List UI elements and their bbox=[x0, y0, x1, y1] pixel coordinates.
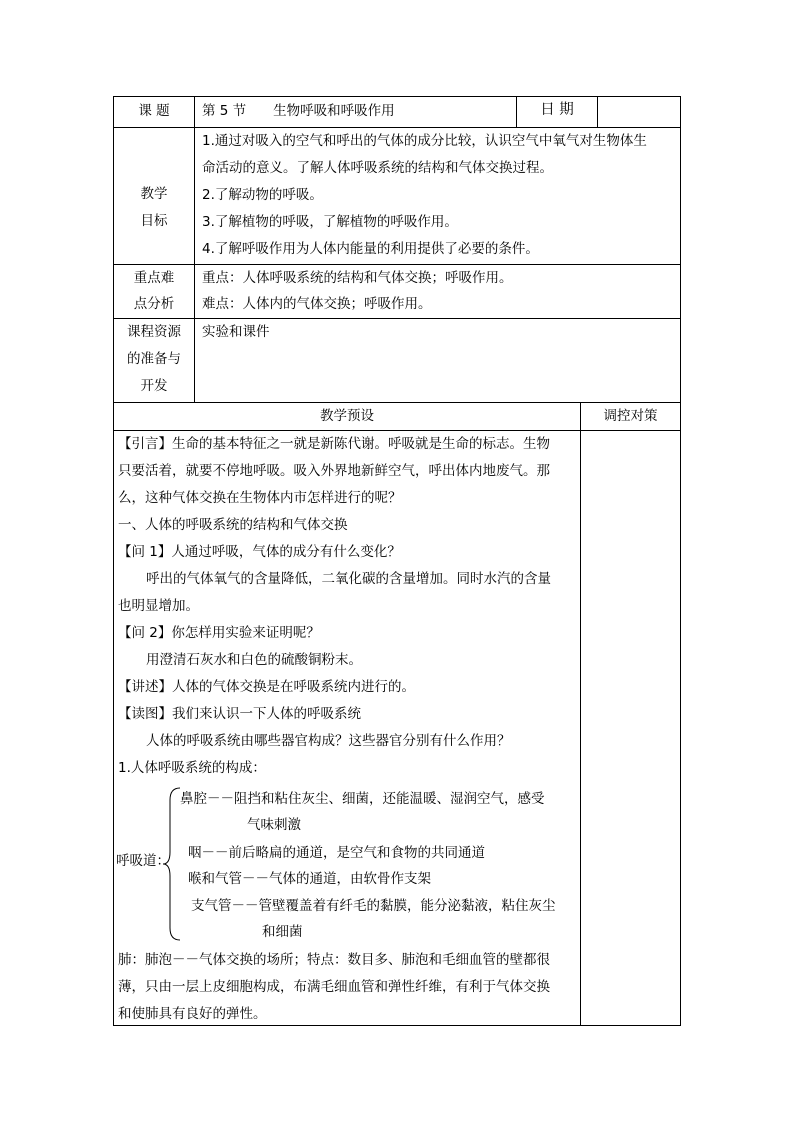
plan-line: 一、人体的呼吸系统的结构和气体交换 bbox=[118, 517, 348, 533]
plan-line: 么，这种气体交换在生物体内市怎样进行的呢？ bbox=[118, 490, 402, 506]
objective-line: 命活动的意义。了解人体呼吸系统的结构和气体交换过程。 bbox=[202, 160, 553, 176]
keypoints-label-line1: 重点难 bbox=[133, 270, 175, 286]
objective-line: 2.了解动物的呼吸。 bbox=[202, 187, 323, 203]
plan-line: 只要活着，就要不停地呼吸。吸入外界地新鲜空气，呼出体内地废气。那 bbox=[118, 463, 550, 479]
plan-line: 【读图】我们来认识一下人体的呼吸系统 bbox=[118, 706, 361, 722]
lungs-line: 肺：肺泡－－气体交换的场所；特点：数目多、肺泡和毛细血管的壁都很 bbox=[118, 952, 550, 968]
lungs-line: 和使肺具有良好的弹性。 bbox=[118, 1006, 267, 1022]
plan-line: 1.人体呼吸系统的构成： bbox=[118, 760, 266, 776]
plan-line: 用澄清石灰水和白色的硫酸铜粉末。 bbox=[146, 652, 362, 668]
topic-value: 第 5 节 生物呼吸和呼吸作用 bbox=[202, 103, 395, 119]
airway-item: 气味刺激 bbox=[247, 817, 301, 833]
objective-line: 1.通过对吸入的空气和呼出的气体的成分比较，认识空气中氧气对生物体生 bbox=[202, 133, 647, 149]
focus-text: 重点：人体呼吸系统的结构和气体交换；呼吸作用。 bbox=[202, 270, 513, 286]
airway-item: 鼻腔－－阻挡和粘住灰尘、细菌，还能温暖、湿润空气，感受 bbox=[180, 791, 545, 807]
date-label: 日 期 bbox=[540, 102, 574, 118]
plan-line: 也明显增加。 bbox=[118, 598, 199, 614]
plan-line: 【引言】生命的基本特征之一就是新陈代谢。呼吸就是生命的标志。生物 bbox=[118, 436, 550, 452]
airway-item: 支气管－－管壁覆盖着有纤毛的黏膜，能分泌黏液，粘住灰尘 bbox=[191, 898, 556, 914]
resources-label-line1: 课程资源 bbox=[127, 324, 181, 340]
airway-label: 呼吸道： bbox=[116, 853, 170, 869]
objectives-label-line1: 教学 bbox=[140, 186, 168, 202]
keypoints-label-line2: 点分析 bbox=[133, 296, 175, 312]
airway-item: 和细菌 bbox=[262, 924, 303, 940]
difficulty-text: 难点：人体内的气体交换；呼吸作用。 bbox=[202, 296, 432, 312]
airway-item: 咽－－前后略扁的通道，是空气和食物的共同通道 bbox=[188, 845, 485, 861]
plan-line: 人体的呼吸系统由哪些器官构成？这些器官分别有什么作用？ bbox=[146, 733, 511, 749]
plan-line: 【讲述】人体的气体交换是在呼吸系统内进行的。 bbox=[118, 679, 415, 695]
objectives-label-line2: 目标 bbox=[140, 213, 168, 229]
plan-line: 呼出的气体氧气的含量降低，二氧化碳的含量增加。同时水汽的含量 bbox=[146, 571, 551, 587]
airway-item: 喉和气管－－气体的通道，由软骨作支架 bbox=[188, 871, 431, 887]
strategy-header: 调控对策 bbox=[603, 408, 658, 424]
topic-label: 课 题 bbox=[138, 103, 170, 119]
objective-line: 4.了解呼吸作用为人体内能量的利用提供了必要的条件。 bbox=[202, 241, 539, 257]
objective-line: 3.了解植物的呼吸，了解植物的呼吸作用。 bbox=[202, 214, 458, 230]
resources-value: 实验和课件 bbox=[202, 324, 270, 340]
plan-line: 【问 2】你怎样用实验来证明呢？ bbox=[118, 625, 320, 641]
resources-label-line3: 开发 bbox=[140, 378, 168, 394]
lungs-line: 薄，只由一层上皮细胞构成，布满毛细血管和弹性纤维，有利于气体交换 bbox=[118, 979, 550, 995]
plan-line: 【问 1】人通过呼吸，气体的成分有什么变化？ bbox=[118, 544, 401, 560]
resources-label-line2: 的准备与 bbox=[127, 351, 181, 367]
plan-header: 教学预设 bbox=[320, 408, 374, 424]
